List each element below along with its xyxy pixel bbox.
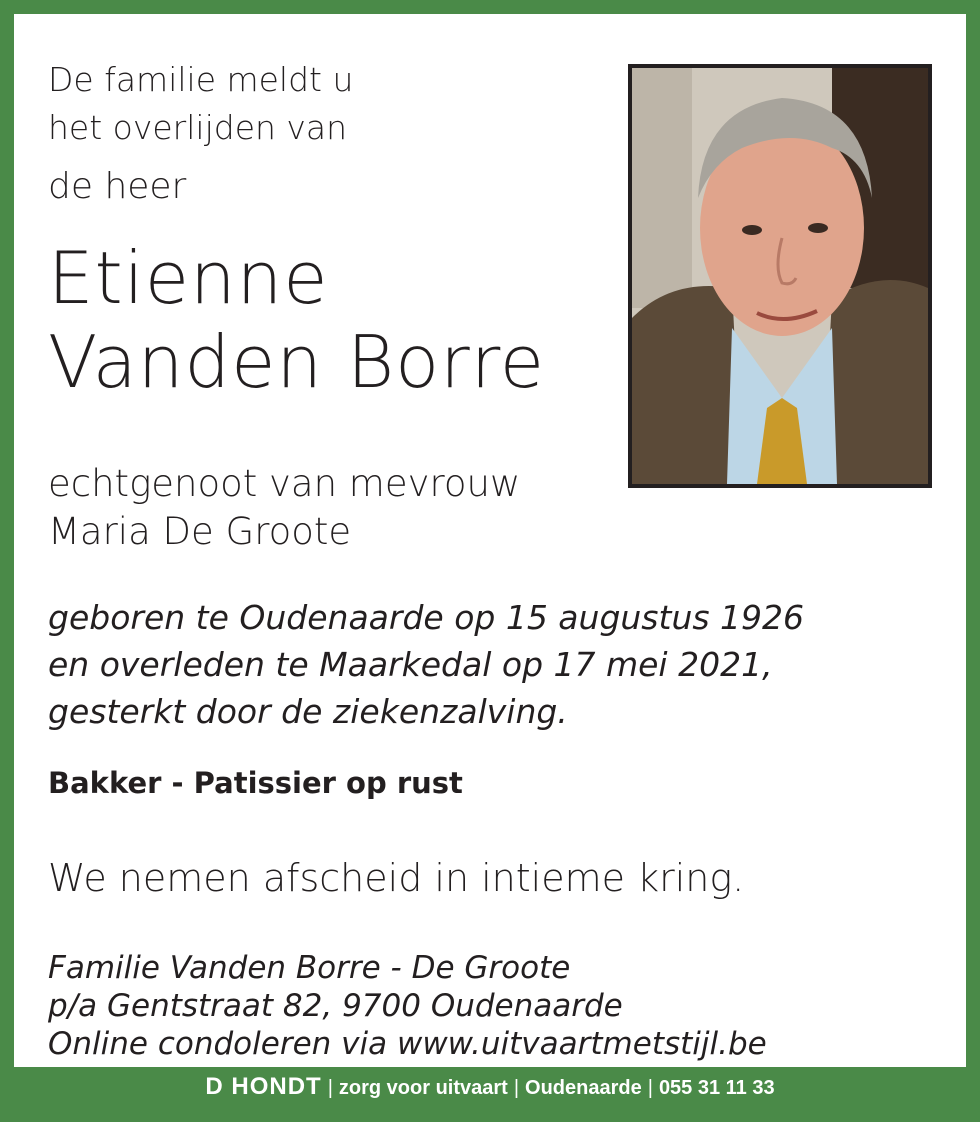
obituary-card <box>14 14 966 1067</box>
spouse-line-1: echtgenoot van mevrouw <box>48 462 521 505</box>
footer-tagline: zorg voor uitvaart <box>338 1077 508 1099</box>
contact-block <box>48 949 767 1063</box>
intro-line-2: het overlijden van <box>48 108 348 147</box>
portrait-photo <box>628 64 932 488</box>
deceased-name <box>48 236 545 404</box>
footer-separator: | <box>327 1077 333 1099</box>
funeral-home-logo: D HONDT <box>205 1073 322 1100</box>
postal-address: p/a Gentstraat 82, 9700 Oudenaarde <box>48 988 623 1024</box>
footer-city: Oudenaarde <box>525 1077 642 1099</box>
intro-line-1: De familie meldt u <box>48 60 354 99</box>
portrait-image <box>632 68 928 484</box>
footer-phone[interactable]: 055 31 11 33 <box>658 1077 775 1099</box>
born-line: geboren te Oudenaarde op 15 augustus 1926 <box>48 598 805 637</box>
spouse-text <box>48 460 520 556</box>
family-name: Familie Vanden Borre - De Groote <box>48 950 571 986</box>
sacrament-line: gesterkt door de ziekenzalving. <box>48 692 568 731</box>
died-line: en overleden te Maarkedal op 17 mei 2021, <box>48 645 773 684</box>
first-name: Etienne <box>48 236 329 320</box>
footer-separator: | <box>513 1077 520 1099</box>
footer-separator: | <box>647 1077 653 1099</box>
last-name: Vanden Borre <box>48 320 546 404</box>
life-dates <box>48 594 804 735</box>
condolences-link[interactable]: Online condoleren via www.uitvaartmetstijl.be <box>48 1026 767 1062</box>
farewell-text: We nemen afscheid in intieme kring. <box>48 856 745 900</box>
salutation: de heer <box>48 166 187 207</box>
spouse-line-2: Maria De Groote <box>48 510 352 553</box>
funeral-home-footer <box>14 1067 966 1107</box>
profession: Bakker - Patissier op rust <box>48 766 463 800</box>
intro-text <box>48 56 353 152</box>
